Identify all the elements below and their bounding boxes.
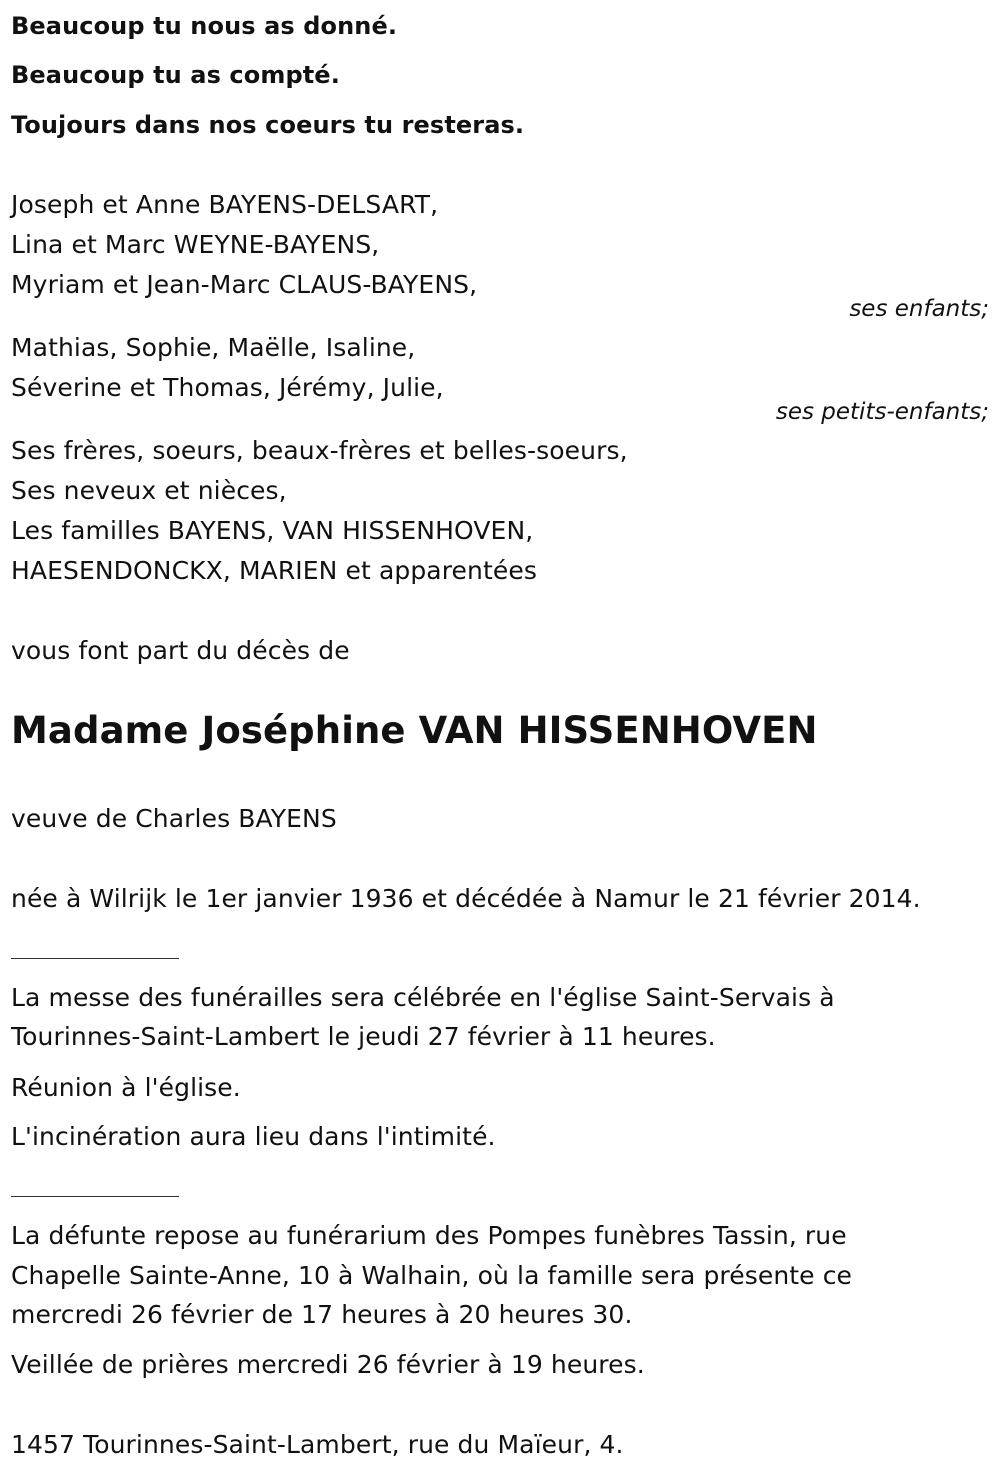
grandchildren-label: ses petits-enfants; <box>775 399 989 425</box>
motto-line-2: Beaucoup tu as compté. <box>11 61 340 89</box>
children-label: ses enfants; <box>849 296 989 322</box>
grandchild-line-2: Séverine et Thomas, Jérémy, Julie, <box>11 373 444 402</box>
child-line-1: Joseph et Anne BAYENS-DELSART, <box>11 190 439 219</box>
address-text: 1457 Tourinnes-Saint-Lambert, rue du Maïeur, 4. <box>11 1430 624 1459</box>
family-line-1: Ses frères, soeurs, beaux-frères et belles-soeurs, <box>11 436 628 465</box>
child-line-3: Myriam et Jean-Marc CLAUS-BAYENS, <box>11 270 478 299</box>
family-line-4: HAESENDONCKX, MARIEN et apparentées <box>11 556 537 585</box>
family-line-2: Ses neveux et nièces, <box>11 476 287 505</box>
separator-line <box>11 958 179 959</box>
birth-death-text: née à Wilrijk le 1er janvier 1936 et décédée à Namur le 21 février 2014. <box>11 884 921 913</box>
cremation-text: L'incinération aura lieu dans l'intimité. <box>11 1122 496 1151</box>
child-line-2: Lina et Marc WEYNE-BAYENS, <box>11 230 380 259</box>
widow-of-text: veuve de Charles BAYENS <box>11 804 337 833</box>
viewing-line-1: La défunte repose au funérarium des Pompes funèbres Tassin, rue <box>11 1221 847 1250</box>
meeting-text: Réunion à l'église. <box>11 1073 241 1102</box>
family-line-3: Les familles BAYENS, VAN HISSENHOVEN, <box>11 516 534 545</box>
vigil-text: Veillée de prières mercredi 26 février à 19 heures. <box>11 1350 645 1379</box>
viewing-line-2: Chapelle Sainte-Anne, 10 à Walhain, où la famille sera présente ce <box>11 1261 853 1290</box>
separator-line <box>11 1196 179 1197</box>
mass-line-2: Tourinnes-Saint-Lambert le jeudi 27 février à 11 heures. <box>11 1022 716 1051</box>
motto-line-3: Toujours dans nos coeurs tu resteras. <box>11 111 525 139</box>
deceased-name: Madame Joséphine VAN HISSENHOVEN <box>11 709 818 752</box>
grandchild-line-1: Mathias, Sophie, Maëlle, Isaline, <box>11 333 416 362</box>
announcement-text: vous font part du décès de <box>11 636 350 665</box>
viewing-line-3: mercredi 26 février de 17 heures à 20 heures 30. <box>11 1300 633 1329</box>
motto-line-1: Beaucoup tu nous as donné. <box>11 12 398 40</box>
mass-line-1: La messe des funérailles sera célébrée en l'église Saint-Servais à <box>11 983 835 1012</box>
